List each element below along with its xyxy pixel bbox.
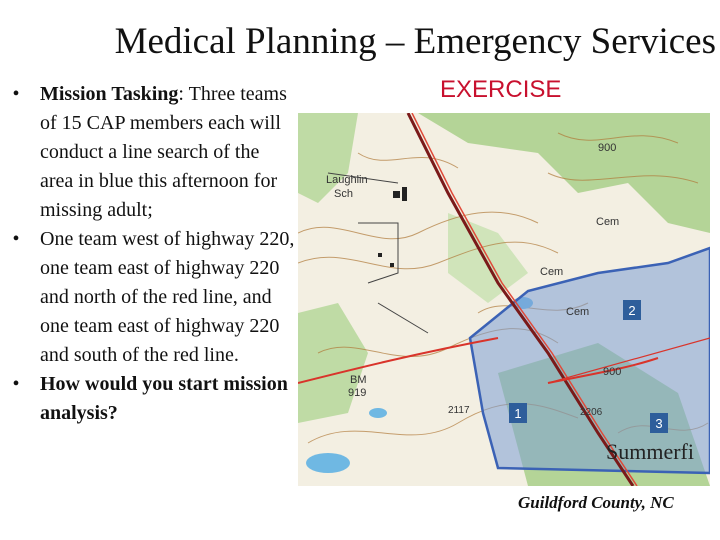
map-label: 900	[598, 142, 617, 154]
map-label: Cem	[596, 216, 620, 228]
bullet-dot: •	[12, 228, 20, 250]
bullet-text: : Three teams of 15 CAP members each will conduct a line search of the area in blue this afternoon for missing adult;	[40, 83, 287, 221]
map-label: 2206	[580, 407, 603, 418]
map-label: Summerfi	[606, 439, 694, 464]
bullet-bold-text: Mission Tasking	[40, 83, 179, 105]
map-label: BM	[350, 374, 367, 386]
team-marker	[623, 300, 641, 320]
map-label: Cem	[566, 306, 590, 318]
pond	[306, 453, 350, 473]
bullet-item	[6, 80, 296, 225]
map-caption: Guildford County, NC	[518, 493, 674, 512]
bullet-list	[6, 80, 296, 428]
team-marker-label: 2	[628, 303, 636, 318]
bullet-dot: •	[12, 83, 20, 105]
bullet-item	[6, 225, 296, 370]
map-label: 919	[348, 387, 367, 399]
map-label: 900	[603, 366, 622, 378]
topographic-map	[298, 113, 710, 486]
bullet-bold-text: How would you start mission analysis?	[40, 373, 288, 424]
team-marker	[509, 403, 527, 423]
exercise-label: EXERCISE	[440, 76, 562, 103]
map-label: 2117	[448, 405, 470, 416]
team-marker-label: 1	[514, 406, 522, 421]
map-label: Laughlin	[326, 174, 368, 186]
team-marker-label: 3	[655, 416, 663, 431]
pond	[369, 408, 387, 418]
bullet-text: One team west of highway 220, one team east of highway 220 and north of the red line, and one team east of highway 220 and south of the red line.	[40, 228, 295, 366]
map-label: Sch	[334, 188, 353, 200]
bullet-item	[6, 370, 296, 428]
team-marker	[650, 413, 668, 433]
map-label: Cem	[540, 266, 564, 278]
bullet-dot: •	[12, 373, 20, 395]
slide-title: Medical Planning – Emergency Services	[114, 21, 716, 62]
